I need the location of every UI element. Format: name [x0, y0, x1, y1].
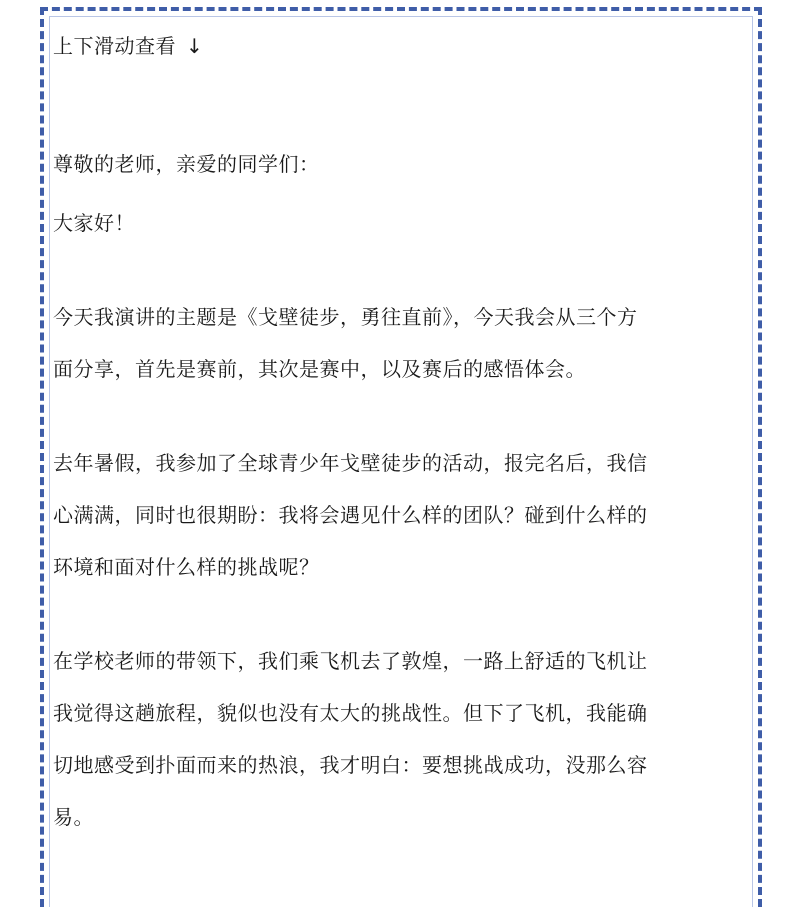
arrow-down-icon: ↓ [186, 34, 204, 58]
paragraph-line: 去年暑假，我参加了全球青少年戈壁徒步的活动，报完名后，我信 [53, 451, 648, 475]
salutation: 尊敬的老师，亲爱的同学们： [53, 152, 320, 176]
scroll-hint-text: 上下滑动查看 [53, 34, 176, 58]
paragraph-line: 切地感受到扑面而来的热浪，我才明白：要想挑战成功，没那么容 [53, 753, 648, 777]
scroll-hint [53, 27, 753, 65]
paragraph-line: 心满满，同时也很期盼：我将会遇见什么样的团队？碰到什么样的 [53, 503, 648, 527]
paragraph-2 [53, 444, 753, 586]
paragraph-line: 环境和面对什么样的挑战呢？ [53, 555, 320, 579]
greeting-hello: 大家好！ [53, 211, 135, 235]
paragraph-line: 面分享，首先是赛前，其次是赛中，以及赛后的感悟体会。 [53, 357, 586, 381]
paragraph-line: 在学校老师的带领下，我们乘飞机去了敦煌，一路上舒适的飞机让 [53, 649, 648, 673]
paragraph-line: 今天我演讲的主题是《戈壁徒步，勇往直前》，今天我会从三个方 [53, 305, 638, 329]
paragraph-line: 我觉得这趟旅程，貌似也没有太大的挑战性。但下了飞机，我能确 [53, 701, 648, 725]
article-body [53, 27, 753, 836]
paragraph-1 [53, 298, 753, 388]
paragraph-line: 易。 [53, 805, 94, 829]
paragraph-3 [53, 642, 753, 836]
